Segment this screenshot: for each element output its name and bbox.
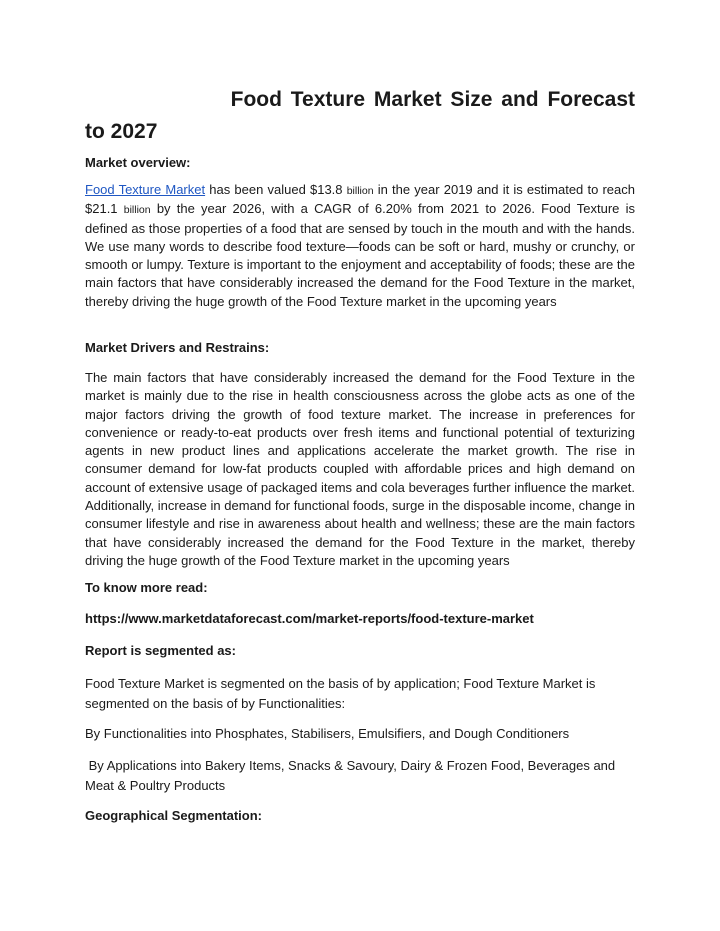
overview-text-a: has been valued $13.8: [205, 182, 347, 197]
drivers-paragraph: The main factors that have considerably increased the demand for the Food Texture in the market is mainly due to the rise in health consciousness across the globe acts as one of the major factors driving the growth of food texture market. The increase in preferences for convenience or ready-to-eat products over fresh items and functional potential of texturizing agents in new product lines and applications accelerate the market growth. The rise in consumer demand for low-fat products coupled with affordable prices and high demand on account of extensive usage of packaged items and cola beverages further influence the market. Additionally, increase in demand for functional foods, surge in the disposable income, change in consumer lifestyle and rise in awareness about health and wellness; these are the main factors that have considerably increased the demand for the Food Texture in the market, thereby driving the huge growth of the Food Texture market in the upcoming years: [85, 370, 635, 568]
overview-unit-1: billion: [346, 185, 374, 197]
title-line-1: Food Texture Market Size and Forecast: [230, 88, 635, 111]
segmented-heading: Report is segmented as:: [85, 643, 236, 658]
overview-text-c: by the year 2026, with a CAGR of 6.20% from 2021 to 2026. Food Texture is defined as those properties of a food that are sensed by touch in the mouth and with the hands. We use many words to describe food texture—foods can be soft or hard, mushy or crunchy, or smooth or lumpy. Texture is important to the enjoyment and acceptability of foods; these are the main factors that have considerably increased the demand for the Food Texture in the market, thereby driving the huge growth of the Food Texture market in the upcoming years: [85, 201, 635, 309]
functionalities-paragraph: By Functionalities into Phosphates, Stabilisers, Emulsifiers, and Dough Conditioners: [85, 726, 570, 741]
geographical-heading: Geographical Segmentation:: [85, 808, 262, 823]
market-overview-heading: Market overview:: [85, 155, 191, 170]
segmented-paragraph: Food Texture Market is segmented on the basis of by application; Food Texture Market is segmented on the basis of by Functionalities:: [85, 676, 596, 711]
title-line-2: to 2027: [85, 120, 158, 143]
overview-unit-2: billion: [123, 204, 151, 217]
market-overview-paragraph: [85, 181, 635, 311]
report-url[interactable]: https://www.marketdataforecast.com/market-reports/food-texture-market: [85, 611, 534, 626]
document-title: [85, 84, 635, 148]
food-texture-market-link[interactable]: Food Texture Market: [85, 182, 206, 197]
applications-paragraph: By Applications into Bakery Items, Snacks & Savoury, Dairy & Frozen Food, Beverages and Meat & Poultry Products: [85, 758, 619, 793]
drivers-heading: Market Drivers and Restrains:: [85, 340, 270, 355]
know-more-heading: To know more read:: [85, 580, 208, 595]
overview-text-b: in the year 2019 and it is estimated to reach $21.1: [85, 182, 635, 217]
